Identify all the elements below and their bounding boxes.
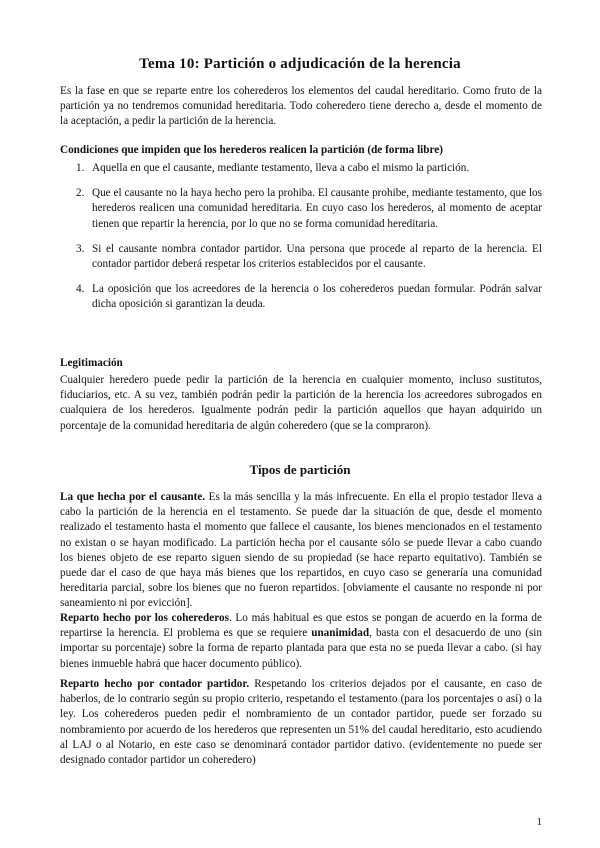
- causante-text: Es la más sencilla y la más infrecuente. En ella el propio testador lleva a cabo la partición de la herencia en el testamento. Se puede dar la situación de que, desde el momento realizado el testamento hasta el momento que fallece el causante, los bienes mencionados en el testamento no existan o se hayan modificado. La partición hecha por el causante sólo se puede llevar a cabo cuando los bienes objeto de ese reparto siguen siendo de su propiedad (se hace reparto equitativo). También se puede dar el caso de que haya más bienes que los repartidos, en cuyo caso se generaría una comunidad hereditaria parcial, sobre los bienes que no fueron repartidos. [obviamente el causante no responde ni por saneamiento ni por evicción].: [60, 491, 542, 610]
- list-item-text: Aquella en que el causante, mediante testamento, lleva a cabo el mismo la partición.: [92, 162, 470, 174]
- list-item-text: La oposición que los acreedores de la herencia o los coherederos puedan formular. Podrán salvar dicha oposición si garantizan la deuda.: [92, 283, 542, 311]
- causante-paragraph: [60, 490, 542, 612]
- list-item: [60, 282, 542, 312]
- list-item-number: 1.: [76, 162, 85, 174]
- coherederos-text-a: . Lo más habitual es que estos se pongan de acuerdo en la forma de repartirse la herencia. El problema es que se requiere: [60, 612, 542, 640]
- coherederos-text-b: , basta con el desacuerdo de uno (sin importar su porcentaje) sobre la forma de reparto plantada para que esta no se pueda llevar a cabo. (si hay bienes inmueble habrá que hacer documento público).: [60, 627, 542, 670]
- list-item-text: Si el causante nombra contador partidor. Una persona que procede al reparto de la herencia. El contador partidor deberá respetar los criterios establecidos por el causante.: [92, 242, 542, 271]
- coherederos-lead: Reparto hecho por los coherederos: [60, 612, 229, 624]
- conditions-heading: Condiciones que impiden que los herederos realicen la partición (de forma libre): [60, 144, 443, 156]
- coherederos-bold: unanimidad: [311, 627, 370, 640]
- coherederos-paragraph: [60, 611, 542, 672]
- contador-paragraph: [60, 677, 542, 768]
- page-number: 1: [536, 816, 542, 828]
- contador-text: Respetando los criterios dejados por el causante, en caso de haberlos, de lo contrario según su propio criterio, respetando el testamento (para los porcentajes o así) o la ley. Los coherederos pueden pedir el nombramiento de un contador partidor, puede ser forzado su nombramiento por acuerdo de los herederos que representen un 51% del caudal hereditario, esto acudiendo al LAJ o al Notario, en este caso se denominará contador partidor dativo. (evidentemente no puede ser designado contador partidor un coheredero): [60, 678, 542, 767]
- contador-lead: Reparto hecho por contador partidor.: [60, 678, 250, 690]
- list-item: [60, 161, 542, 176]
- list-item-number: 4.: [76, 283, 85, 296]
- document-title: Tema 10: Partición o adjudicación de la herencia: [139, 56, 461, 72]
- intro-paragraph: Es la fase en que se reparte entre los coherederos los elementos del caudal hereditario. Como fruto de la partición ya no tendremos comunidad hereditaria. Todo coheredero tiene derecho a, desde el momento de la aceptación, a pedir la partición de la herencia.: [60, 85, 542, 128]
- conditions-list: [60, 161, 542, 323]
- tipos-section-title: Tipos de partición: [249, 462, 351, 477]
- list-item: [60, 242, 542, 272]
- legitimacion-paragraph: Cualquier heredero puede pedir la partición de la herencia en cualquier momento, incluso sustitutos, fiduciarios, etc. A su vez, también podrán pedir la partición de la herencia los acreedores subrogados en cualquiera de los herederos. Igualmente podrán pedir la partición aquellos que hayan adquirido un porcentaje de la comunidad hereditaria de algún coheredero (que se la compraron).: [60, 374, 542, 432]
- list-item-number: 3.: [76, 242, 85, 255]
- list-item-number: 2.: [76, 187, 85, 200]
- list-item: [60, 186, 542, 232]
- legitimacion-heading: Legitimación: [60, 357, 123, 369]
- causante-lead: La que hecha por el causante.: [60, 491, 206, 503]
- list-item-text: Que el causante no la haya hecho pero la prohiba. El causante prohibe, mediante testamento, que los herederos realicen una comunidad hereditaria. En cuyo caso los herederos, al momento de aceptar tienen que repartir la herencia, por lo que no se forma comunidad hereditaria.: [92, 187, 542, 230]
